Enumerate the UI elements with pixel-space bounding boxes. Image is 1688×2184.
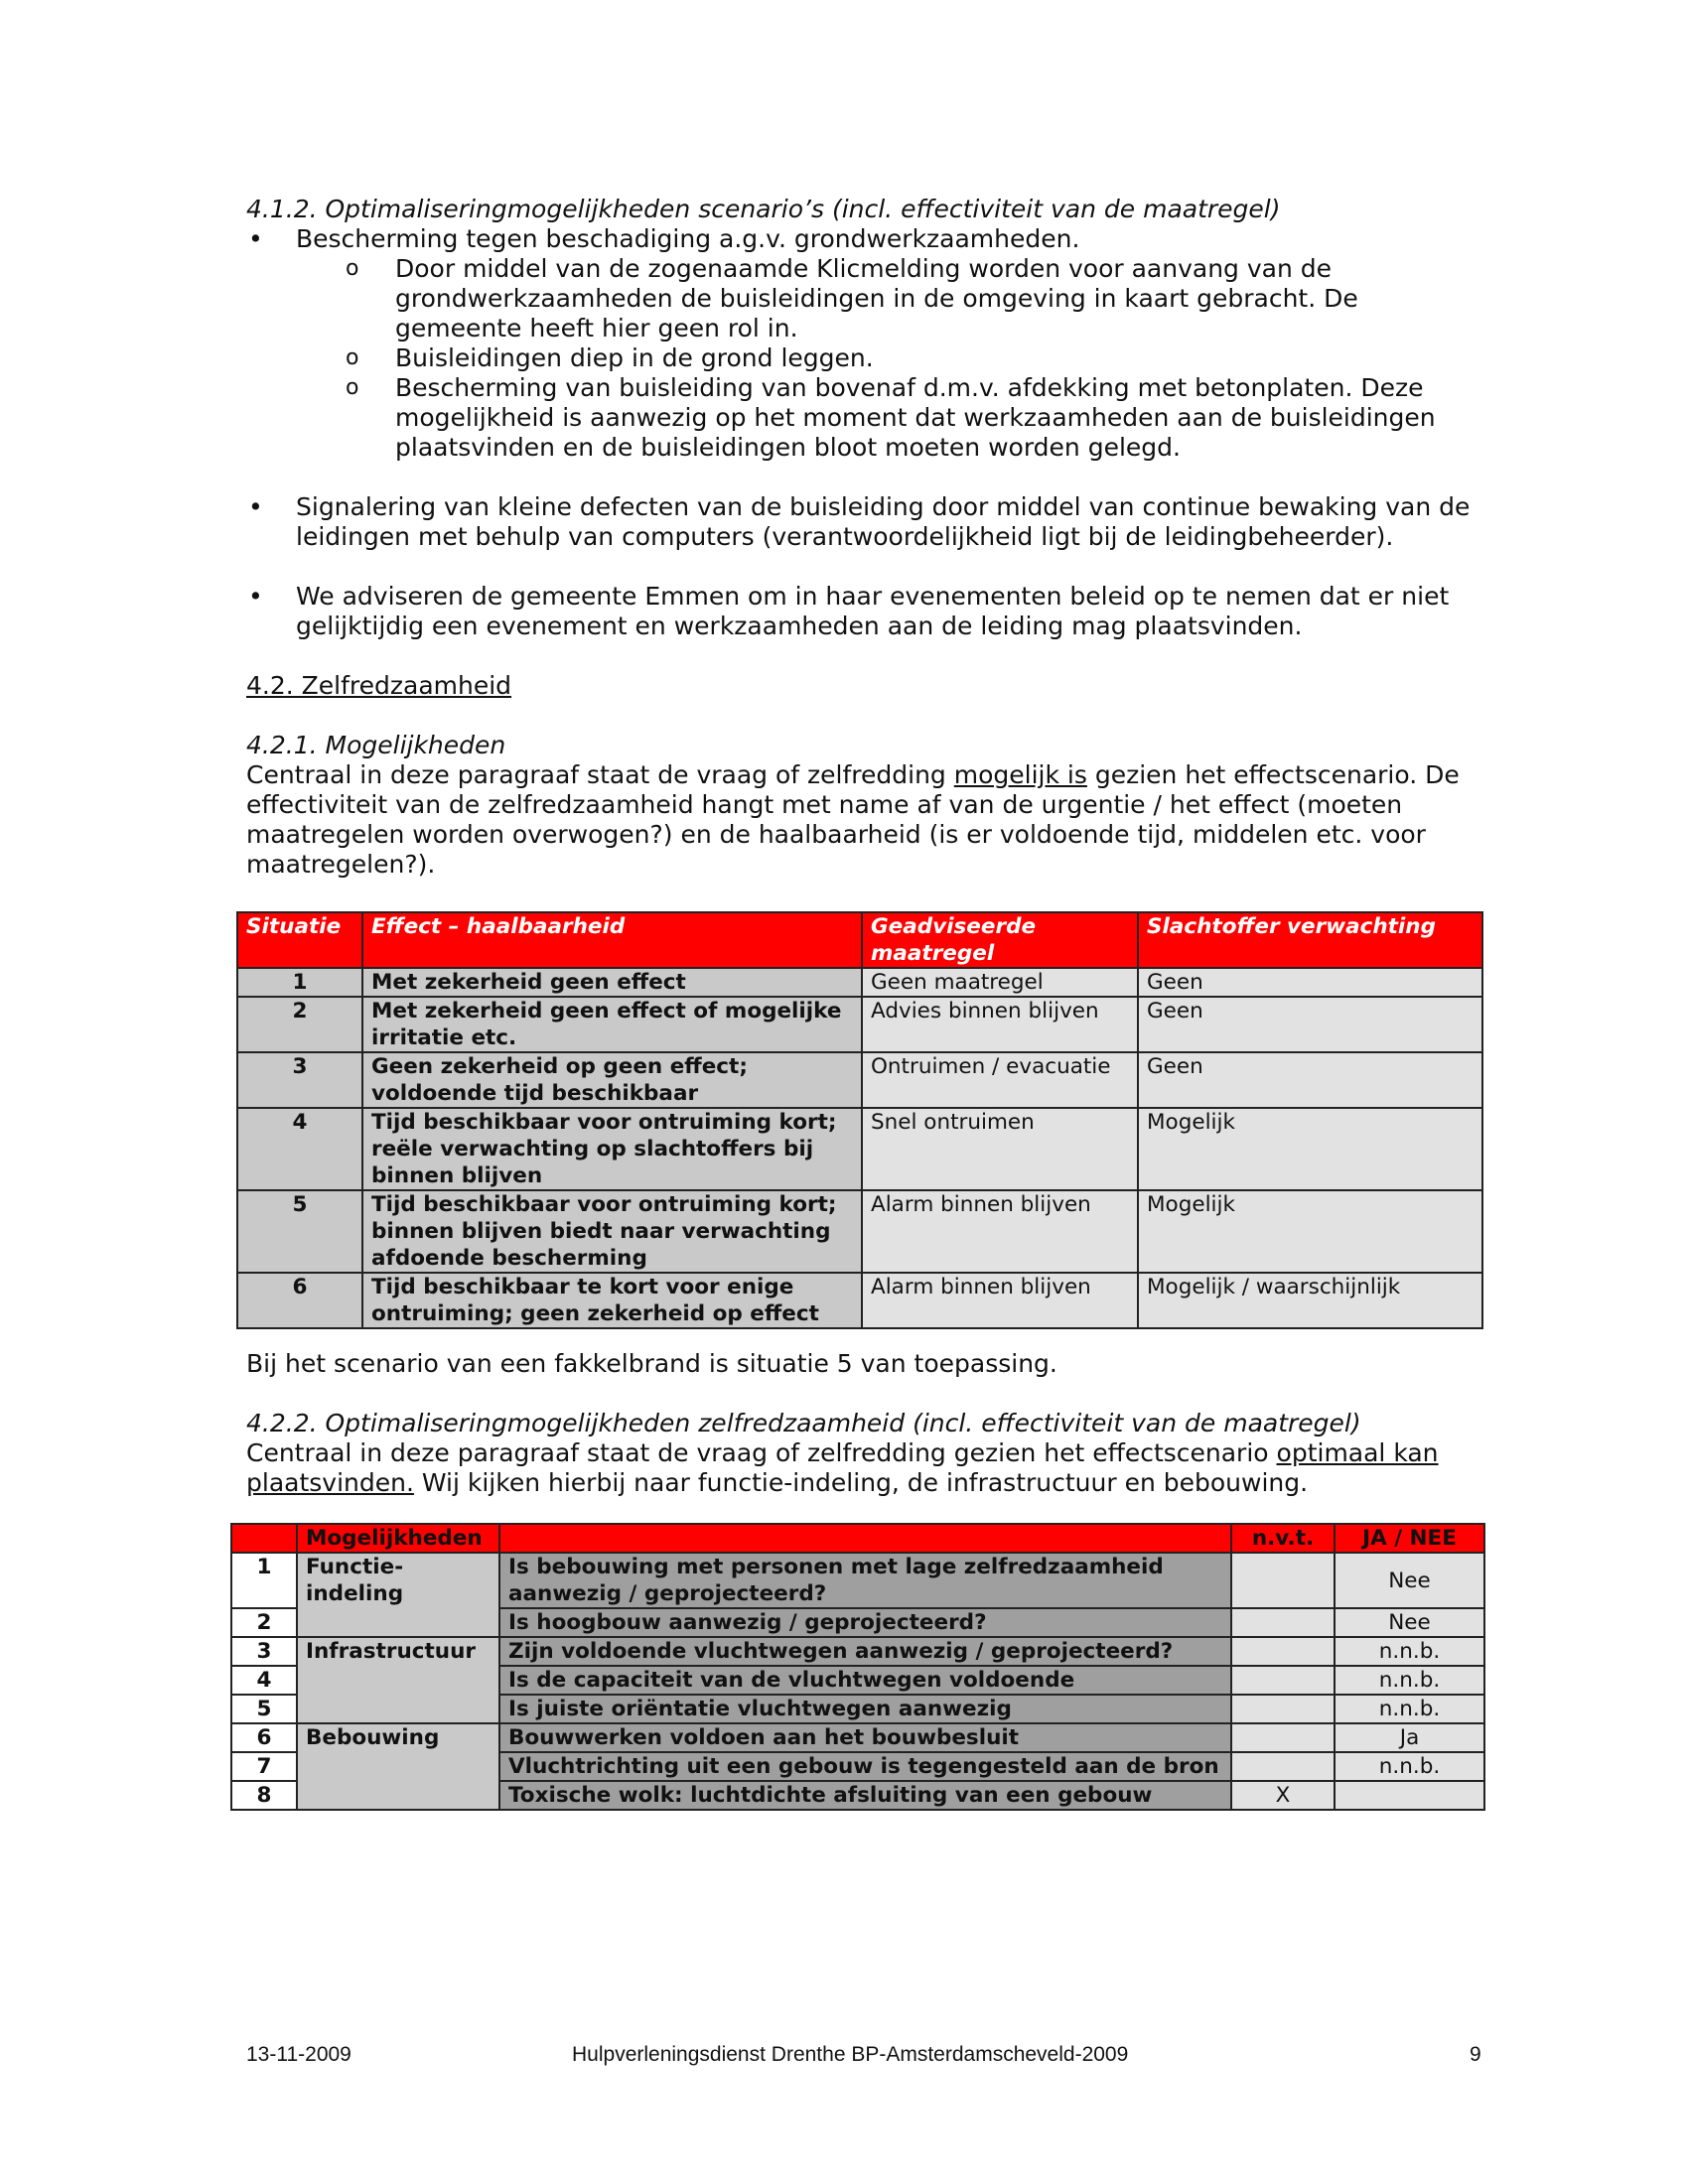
answer-cell: Nee: [1335, 1608, 1484, 1637]
situation-number: 6: [237, 1273, 362, 1328]
header-nvt: n.v.t.: [1231, 1524, 1335, 1553]
nvt-cell: [1231, 1695, 1335, 1723]
self-reliance-table: [230, 1523, 1485, 1811]
victims-cell: Mogelijk: [1138, 1108, 1482, 1190]
sub-bullet-line: Door middel van de zogenaamde Klicmelding worden voor aanvang van de: [395, 254, 1333, 283]
effect-cell: Tijd beschikbaar te kort voor enige ontruiming; geen zekerheid op effect: [362, 1273, 862, 1328]
bullet-text: Bescherming tegen beschadiging a.g.v. grondwerkzaamheden.: [296, 224, 1080, 253]
heading-422: 4.2.2. Optimaliseringmogelijkheden zelfredzaamheid (incl. effectiviteit van de maatregel): [246, 1409, 1361, 1437]
question-cell: Bouwwerken voldoen aan het bouwbesluit: [499, 1723, 1231, 1752]
advice-cell: Snel ontruimen: [862, 1108, 1138, 1190]
situation-table: [236, 911, 1483, 1329]
question-cell: Vluchtrichting uit een gebouw is tegengesteld aan de bron: [499, 1752, 1231, 1781]
paragraph-line: effectiviteit van de zelfredzaamheid hangt met name af van de urgentie / het effect (moeten: [246, 790, 1403, 819]
header-effect: Effect – haalbaarheid: [362, 912, 862, 968]
effect-cell: Tijd beschikbaar voor ontruiming kort; reële verwachting op slachtoffers bij binnen blijven: [362, 1108, 862, 1190]
paragraph-line: maatregelen?).: [246, 850, 436, 879]
footer-date: 13-11-2009: [246, 2043, 352, 2066]
text-run: Centraal in deze paragraaf staat de vraag of zelfredding: [246, 760, 954, 789]
nvt-cell: [1231, 1637, 1335, 1666]
sub-bullet-line: Bescherming van buisleiding van bovenaf d.m.v. afdekking met betonplaten. Deze: [395, 373, 1424, 402]
answer-cell: n.n.b.: [1335, 1752, 1484, 1781]
question-cell: Toxische wolk: luchtdichte afsluiting van een gebouw: [499, 1781, 1231, 1810]
nvt-cell: [1231, 1608, 1335, 1637]
effect-cell: Tijd beschikbaar voor ontruiming kort; binnen blijven biedt naar verwachting afdoende bescherming: [362, 1190, 862, 1273]
paragraph-line: maatregelen worden overwogen?) en de haalbaarheid (is er voldoende tijd, middelen etc. voor: [246, 820, 1426, 849]
table-row: [237, 968, 1482, 997]
sub-bullet-line: grondwerkzaamheden de buisleidingen in de omgeving in kaart gebracht. De: [395, 284, 1358, 313]
bullet-line: We adviseren de gemeente Emmen om in haar evenementen beleid op te nemen dat er niet: [296, 582, 1450, 611]
row-number: 6: [231, 1723, 297, 1752]
question-cell: Zijn voldoende vluchtwegen aanwezig / geprojecteerd?: [499, 1637, 1231, 1666]
advice-cell: Geen maatregel: [862, 968, 1138, 997]
sub-bullet-line: plaatsvinden en de buisleidingen bloot moeten worden gelegd.: [395, 433, 1181, 462]
situation-number: 1: [237, 968, 362, 997]
header-situatie: Situatie: [237, 912, 362, 968]
table-row: [237, 1108, 1482, 1190]
advice-cell: Alarm binnen blijven: [862, 1190, 1138, 1273]
answer-cell: [1335, 1781, 1484, 1810]
answer-cell: Ja: [1335, 1723, 1484, 1752]
header-question: [499, 1524, 1231, 1553]
sub-bullet-item: [246, 373, 1477, 463]
advice-cell: Advies binnen blijven: [862, 997, 1138, 1052]
circle-bullet-icon: o: [346, 375, 359, 400]
bullet-item: [246, 582, 1477, 641]
victims-cell: Mogelijk / waarschijnlijk: [1138, 1273, 1482, 1328]
bullet-item: [246, 224, 1477, 254]
paragraph-line: [246, 760, 1477, 790]
sub-bullet-line: gemeente heeft hier geen rol in.: [395, 314, 798, 342]
sub-bullet-line: Buisleidingen diep in de grond leggen.: [395, 343, 874, 372]
bullet-icon: •: [248, 582, 263, 611]
row-number: 2: [231, 1608, 297, 1637]
footer-organisation: Hulpverleningsdienst Drenthe BP-Amsterdamscheveld-2009: [572, 2043, 1129, 2066]
nvt-cell: [1231, 1723, 1335, 1752]
answer-cell: n.n.b.: [1335, 1666, 1484, 1695]
nvt-cell: [1231, 1553, 1335, 1608]
section-422: [246, 1409, 1477, 1498]
bullet-line: Signalering van kleine defecten van de buisleiding door middel van continue bewaking van de: [296, 492, 1471, 521]
heading-42: 4.2. Zelfredzaamheid: [246, 671, 512, 700]
header-mogelijkheden: Mogelijkheden: [297, 1524, 499, 1553]
table-row: [231, 1637, 1484, 1666]
victims-cell: Geen: [1138, 1052, 1482, 1108]
circle-bullet-icon: o: [346, 256, 359, 281]
question-cell: Is juiste oriëntatie vluchtwegen aanwezig: [499, 1695, 1231, 1723]
bullet-line: gelijktijdig een evenement en werkzaamheden aan de leiding mag plaatsvinden.: [296, 612, 1303, 640]
question-cell: Is hoogbouw aanwezig / geprojecteerd?: [499, 1608, 1231, 1637]
underlined-text: mogelijk is: [953, 760, 1087, 789]
sub-bullet-item: [246, 343, 1477, 373]
row-number: 4: [231, 1666, 297, 1695]
table-row: [237, 1052, 1482, 1108]
nvt-cell: [1231, 1666, 1335, 1695]
victims-cell: Geen: [1138, 997, 1482, 1052]
sub-bullet-line: mogelijkheid is aanwezig op het moment dat werkzaamheden aan de buisleidingen: [395, 403, 1436, 432]
effect-cell: Met zekerheid geen effect: [362, 968, 862, 997]
table-row: [237, 997, 1482, 1052]
table-row: [237, 1190, 1482, 1273]
row-number: 1: [231, 1553, 297, 1608]
paragraph-line: [246, 1438, 1477, 1468]
advice-cell: Ontruimen / evacuatie: [862, 1052, 1138, 1108]
question-cell: Is bebouwing met personen met lage zelfredzaamheid aanwezig / geprojecteerd?: [499, 1553, 1231, 1608]
category-cell: Functie-indeling: [297, 1553, 499, 1637]
header-slachtoffer: Slachtoffer verwachting: [1138, 912, 1482, 968]
underlined-text: optimaal kan: [1276, 1438, 1439, 1467]
effect-cell: Met zekerheid geen effect of mogelijke irritatie etc.: [362, 997, 862, 1052]
underlined-text: plaatsvinden.: [246, 1468, 414, 1497]
victims-cell: Mogelijk: [1138, 1190, 1482, 1273]
row-number: 5: [231, 1695, 297, 1723]
effect-cell: Geen zekerheid op geen effect; voldoende tijd beschikbaar: [362, 1052, 862, 1108]
heading-412: 4.1.2. Optimaliseringmogelijkheden scenario’s (incl. effectiviteit van de maatregel): [246, 195, 1281, 223]
advice-cell: Alarm binnen blijven: [862, 1273, 1138, 1328]
bullet-icon: •: [248, 492, 263, 521]
category-cell: Bebouwing: [297, 1723, 499, 1810]
answer-cell: n.n.b.: [1335, 1637, 1484, 1666]
row-number: 8: [231, 1781, 297, 1810]
footer-page-number: 9: [1470, 2043, 1481, 2066]
row-number: 3: [231, 1637, 297, 1666]
text-run: gezien het effectscenario. De: [1086, 760, 1460, 789]
situation-number: 3: [237, 1052, 362, 1108]
table-row: [231, 1553, 1484, 1608]
bullet-icon: •: [248, 224, 263, 253]
answer-cell: Nee: [1335, 1553, 1484, 1608]
nvt-cell: X: [1231, 1781, 1335, 1810]
bullet-item: [246, 492, 1477, 552]
header-ja-nee: JA / NEE: [1335, 1524, 1484, 1553]
question-cell: Is de capaciteit van de vluchtwegen voldoende: [499, 1666, 1231, 1695]
category-cell: Infrastructuur: [297, 1637, 499, 1723]
row-number: 7: [231, 1752, 297, 1781]
answer-cell: n.n.b.: [1335, 1695, 1484, 1723]
circle-bullet-icon: o: [346, 345, 359, 370]
fakkelbrand-note: Bij het scenario van een fakkelbrand is situatie 5 van toepassing.: [246, 1349, 1057, 1378]
bullet-line: leidingen met behulp van computers (verantwoordelijkheid ligt bij de leidingbeheerder).: [296, 522, 1394, 551]
text-run: Centraal in deze paragraaf staat de vraag of zelfredding gezien het effectscenario: [246, 1438, 1277, 1467]
sub-bullet-item: [246, 254, 1477, 343]
text-run: Wij kijken hierbij naar functie-indeling, de infrastructuur en bebouwing.: [413, 1468, 1309, 1497]
victims-cell: Geen: [1138, 968, 1482, 997]
heading-421: 4.2.1. Mogelijkheden: [246, 731, 506, 759]
nvt-cell: [1231, 1752, 1335, 1781]
table-row: [231, 1723, 1484, 1752]
page-content: [246, 195, 1477, 880]
table-row: [237, 1273, 1482, 1328]
situation-number: 4: [237, 1108, 362, 1190]
paragraph-line: [246, 1468, 1477, 1498]
header-maatregel: Geadviseerde maatregel: [862, 912, 1138, 968]
header-number: [231, 1524, 297, 1553]
situation-number: 5: [237, 1190, 362, 1273]
situation-number: 2: [237, 997, 362, 1052]
